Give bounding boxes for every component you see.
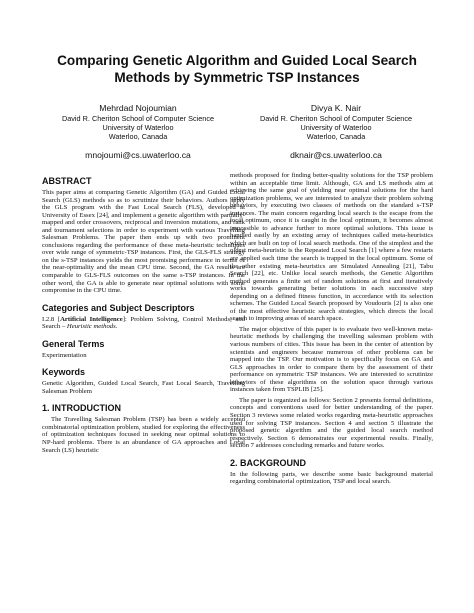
right-column — [230, 172, 433, 486]
title-line: Methods by Symmetric TSP Instances — [114, 70, 360, 85]
keywords-heading: Keywords — [42, 367, 86, 378]
body-paragraph: methods proposed for finding better-quality solutions for the TSP problem within an acceptable time limit. Although, GA and LS methods aim at achieving the same goal of yielding near optimal solutions for the hard optimization problems, we are interested to analyze their problem solving behaviors, by executing two classes of methods on the standard s-TSP instances. The main concern regarding local search is the escape from the local optimum, once it is caught in the local optimum, it becomes almost impossible to advance further to more optimal solutions. This issue is handled easily by an existing array of techniques called meta-heuristics which are built on top of local search methods. One of the simplest and the oldest meta-heuristic is the Repeated Local Search [1] where a few restarts are applied each time the search is trapped in the local optimum. Some of the other existing meta-heuristics are Simulated Annealing [21], Tabu Search [22], etc. Unlike local search methods, the Genetic Algorithm method generates a finite set of random solutions at first and iteratively works towards generating better solutions in each successive step depending on a defined fitness function, in accordance with its selection schemes. The Guided Local Search proposed by Voudouris [2] is also one of the most effective heuristic search strategies, which directs the local search to improving areas of search space. — [230, 172, 433, 323]
title-line: Comparing Genetic Algorithm and Guided Local Search — [57, 53, 417, 68]
keywords-text: Genetic Algorithm, Guided Local Search, Fast Local Search, Travelling Salesman Problem — [42, 380, 245, 395]
categories-text — [42, 316, 245, 331]
author-name: Divya K. Nair — [310, 103, 362, 113]
author-block — [38, 102, 238, 160]
left-column — [42, 176, 245, 454]
categories-prefix: I.2.8 [ — [42, 315, 61, 323]
author-block — [236, 102, 436, 160]
background-text: In the following parts, we describe some basic background material regarding combinatorial optimization, TSP and local search. — [230, 470, 433, 486]
author-university: University of Waterloo — [102, 123, 174, 132]
author-name: Mehrdad Nojoumian — [99, 103, 177, 113]
categories-mid: ]: Problem Solving, Control Methods, and Search – — [42, 315, 245, 331]
categories-bold: Artificial Intelligence — [60, 315, 123, 323]
introduction-text: The Travelling Salesman Problem (TSP) has been a widely accepted combinatorial optimization problem, studied for exploring the effectiveness of optimization techniques focused in seeking near optimal solutions to NP-hard problems. There is an abundance of GA approaches and Local Search (LS) heuristic — [42, 416, 245, 454]
author-affiliation: David R. Cheriton School of Computer Science — [259, 114, 413, 123]
abstract-heading: ABSTRACT — [42, 176, 92, 186]
author-email: mnojoumi@cs.uwaterloo.ca — [85, 150, 191, 160]
author-affiliation: David R. Cheriton School of Computer Science — [61, 114, 215, 123]
general-terms-heading: General Terms — [42, 338, 105, 349]
abstract-text: This paper aims at comparing Genetic Algorithm (GA) and Guided Local Search (GLS) methods so as to scrutinize their behaviors. Authors apply the GLS program with the Fast Local Search (FLS), developed at University of Essex [24], and implement a genetic algorithm with partially-mapped and order crossovers, reciprocal and inversion mutations, and rank and tournament selections in order to experiment with various Travelling Salesman Problems. The paper then ends up with two prominent conclusions regarding the performance of these meta-heuristic techniques over wide range of symmetric-TSP instances. First, the GLS-FLS strategy on the s-TSP instances yields the most promising performance in terms of the near-optimality and the mean CPU time. Second, the GA results are comparable to GLS-FLS outcomes on the same s-TSP instances. In the other word, the GA is able to generate near optimal solutions with some compromise in the CPU time. — [42, 189, 245, 295]
categories-italic: Heuristic methods — [66, 323, 116, 331]
author-location: Waterloo, Canada — [306, 132, 366, 141]
categories-heading: Categories and Subject Descriptors — [42, 302, 195, 313]
general-terms-text: Experimentation — [42, 351, 87, 359]
author-university: University of Waterloo — [300, 123, 372, 132]
background-heading: 2. BACKGROUND — [230, 457, 307, 468]
body-paragraph: The major objective of this paper is to evaluate two well-known meta-heuristic methods by challenging the travelling salesman problem with various numbers of cities. This issue has been in the center of attention by scientists and engineers because numerous of other problems can be mapped into the TSP. Our motivation is to specifically focus on GA and GLS approaches in order to compare them by the assessment of their performance on symmetric TSP instances. We are interested to scrutinize behaviors of these algorithms on the solution space through various instances taken from TSPLIB [25]. — [230, 325, 433, 394]
categories-suffix: . — [115, 323, 118, 331]
paper-title — [20, 52, 454, 86]
body-paragraph: The paper is organized as follows: Section 2 presents formal definitions, concepts and conventions used for better understanding of the paper. Section 3 reviews some related works regarding meta-heuristic approaches used for solving TSP instances. Section 4 and section 5 illustrate the proposed genetic algorithm and the guided local search method respectively. Section 6 demonstrates our experimental results. Finally, section 7 addresses concluding remarks and future works. — [230, 396, 433, 450]
introduction-heading: 1. INTRODUCTION — [42, 403, 122, 414]
author-location: Waterloo, Canada — [108, 132, 168, 141]
author-email: dknair@cs.uwaterloo.ca — [290, 150, 382, 160]
